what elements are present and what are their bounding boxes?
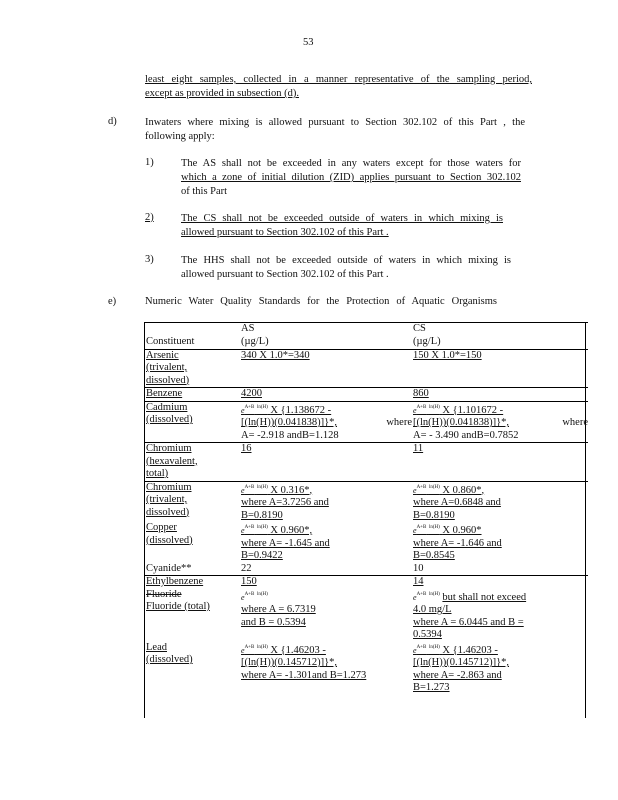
constituent-name: Chromium [146,443,192,454]
water-quality-table [145,322,588,695]
cs-value: X {1.101672 - [442,404,504,416]
as-value: 340 X 1.0*=340 [241,349,310,361]
constituent-name: (dissolved) [146,654,193,665]
exponent-lnh: ln(H) [428,591,440,597]
exponent-lnh: ln(H) [256,644,268,650]
as-value: [(ln(H))(0.145712)]}*, [241,657,338,668]
cs-value: 14 [413,576,424,587]
constituent-name: Fluoride (total) [146,601,210,612]
exponent-lnh: ln(H) [256,525,268,530]
exponent-lnh: ln(H) [428,484,440,490]
item-line: which a zone of initial dilution (ZID) applies pursuant to Section 302.102 [181,172,521,183]
constituent-name: Benzene [146,388,183,399]
section-e-heading: Numeric Water Quality Standards for the Protection of Aquatic Organisms [145,296,497,307]
table-row [145,349,588,388]
as-value: X 0.316*, [270,484,313,496]
cs-value: B=0.8190 [413,509,455,521]
exponent-lnh: ln(H) [428,404,440,410]
as-value: A= -2.918 andB=1.128 [241,429,339,441]
item-line: allowed pursuant to Section 302.102 of this Part . [181,227,389,238]
cs-value: 150 X 1.0*=150 [413,349,482,361]
exponent-base: e [413,405,417,415]
exponent-base: e [413,592,417,602]
cs-header: CS [413,323,426,334]
cs-value: B=1.273 [413,682,450,693]
exponent-base: e [241,405,245,415]
constituent-name: Arsenic [146,349,179,361]
cs-value: 10 [413,562,424,574]
item-number: 2) [145,212,154,223]
as-value: X 0.960*, [270,525,313,536]
cs-unit: (µg/L) [413,335,441,347]
as-value: X {1.138672 - [270,404,332,416]
section-d-text [145,116,525,144]
table-row [145,443,588,482]
as-unit: (µg/L) [241,335,269,347]
as-value: 22 [241,562,252,574]
exponent-ab: A+B [416,484,427,490]
cs-value: [(ln(H))(0.041838)]}*, [413,417,510,428]
exponent-base: e [413,526,417,535]
as-value: 150 [241,576,257,587]
exponent-ab: A+B [244,525,255,530]
exponent-ab: A+B [416,644,427,650]
table-row [145,642,588,695]
exponent-ab: A+B [416,404,427,410]
as-value: X {1.46203 - [270,644,326,656]
exponent-base: e [241,645,245,655]
as-value: 4200 [241,388,262,399]
table-row [145,576,588,589]
as-value: where [386,417,412,428]
cs-value: but shall not exceed [442,591,527,603]
exponent-ab: A+B [244,591,255,597]
cs-value: X 0.960* [442,525,482,536]
as-value: where A=3.7256 and [241,497,329,508]
section-d-line: Inwaters where mixing is allowed pursuant to Section 302.102 of this Part , the [145,117,525,128]
constituent-name: (hexavalent, [146,455,198,467]
intro-paragraph [145,73,532,101]
cs-value: X 0.860*, [442,484,485,496]
item-line: The AS shall not be exceeded in any waters except for those waters for [181,158,521,169]
constituent-header: Constituent [146,336,195,347]
exponent-lnh: ln(H) [256,404,268,410]
cs-value: where A=0.6848 and [413,497,501,508]
constituent-name: total) [146,468,169,479]
constituent-name: Cadmium [146,401,188,413]
as-value: where A= -1.645 and [241,537,330,549]
section-d-line: following apply: [145,131,215,142]
exponent-ab: A+B [244,404,255,410]
cs-value: 0.5394 [413,629,442,640]
constituent-name: Ethylbenzene [146,576,204,587]
exponent-ab: A+B [244,644,255,650]
constituent-name: dissolved) [146,374,190,386]
cs-value: where [562,417,588,428]
page-number: 53 [303,37,314,48]
exponent-base: e [413,645,417,655]
table-row [145,401,588,443]
section-d-marker: d) [108,116,117,127]
cs-value: [(ln(H))(0.145712)]}*, [413,657,510,668]
table-row [145,522,588,563]
cs-value: 860 [413,388,429,399]
constituent-name: (trivalent, [146,494,188,505]
table-row [145,589,588,642]
exponent-base: e [413,485,417,495]
cs-value: where A= -1.646 and [413,537,502,549]
exponent-base: e [241,526,245,535]
section-e-marker: e) [108,296,117,307]
constituent-name: (dissolved) [146,414,193,425]
as-value: where A= -1.301and B=1.273 [241,669,367,681]
item-line: allowed pursuant to Section 302.102 of this Part . [181,269,389,280]
exponent-ab: A+B [244,484,255,490]
exponent-lnh: ln(H) [256,484,268,490]
constituent-name: (dissolved) [146,534,193,546]
item-text [181,157,521,199]
as-value: B=0.8190 [241,509,283,521]
intro-line: least eight samples, collected in a manner representative of the sampling period, [145,74,532,85]
constituent-name-struck: Fluoride [146,588,182,600]
constituent-name: Cyanide** [146,562,192,574]
as-value: 16 [241,443,252,454]
exponent-ab: A+B [416,525,427,530]
cs-value: A= - 3.490 andB=0.7852 [413,429,519,441]
exponent-base: e [241,485,245,495]
exponent-lnh: ln(H) [428,644,440,650]
table-row [145,481,588,522]
item-line: The CS shall not be exceeded outside of waters in which mixing is [181,213,503,224]
cs-value: B=0.8545 [413,550,455,561]
item-line: of this Part [181,186,228,197]
table-row [145,388,588,402]
item-number: 1) [145,157,154,168]
cs-value: where A= -2.863 and [413,669,502,681]
item-number: 3) [145,254,154,265]
as-header: AS [241,323,255,334]
as-value: B=0.9422 [241,550,283,561]
item-text [181,212,503,240]
exponent-ab: A+B [416,591,427,597]
cs-value: where A = 6.0445 and B = [413,616,524,628]
cs-value: X {1.46203 - [442,644,498,656]
exponent-lnh: ln(H) [256,591,268,597]
constituent-name: dissolved) [146,506,190,518]
cs-value: 4.0 mg/L [413,604,452,615]
cs-value: 11 [413,443,424,454]
exponent-lnh: ln(H) [428,525,440,530]
table-row [145,563,588,576]
item-text [181,254,511,282]
as-value: and B = 0.5394 [241,616,306,628]
constituent-name: Copper [146,522,177,533]
as-value: [(ln(H))(0.041838)]}*, [241,417,338,428]
item-line: The HHS shall not be exceeded outside of waters in which mixing is [181,255,511,266]
constituent-name: Lead [146,641,167,653]
intro-line: except as provided in subsection (d). [145,88,299,99]
constituent-name: Chromium [146,481,192,493]
as-value: where A = 6.7319 [241,604,316,615]
table-header-row [145,323,588,350]
constituent-name: (trivalent, [146,362,188,373]
exponent-base: e [241,592,245,602]
